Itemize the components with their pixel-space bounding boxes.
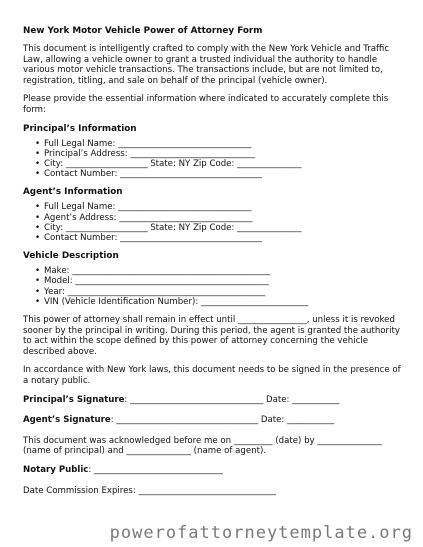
principal-city-field[interactable]: • City: ___________________ State: NY Zip Code: _______________ bbox=[35, 159, 403, 169]
vehicle-heading: Vehicle Description bbox=[23, 251, 119, 262]
intro-paragraph: This document is intelligently crafted to comply with the New York Vehicle and Traffic Law, allowing a vehicle owner to grant a trusted individual the authority to handle various motor vehicle transactions. The transactions include, but are not limited to, registration, titling, and sale on behalf of the principal (vehicle owner). bbox=[23, 44, 390, 86]
agent-signature-line[interactable]: : _________________________________ Date: ___________ bbox=[110, 415, 335, 426]
notary-public-line[interactable]: : ______________________________ bbox=[88, 464, 223, 475]
acknowledgment-paragraph: This document was acknowledged before me on _________ (date) by _______________ (name of principal) and _______________ (name of agent). bbox=[23, 435, 382, 457]
notary-requirement-paragraph: In accordance with New York laws, this document needs to be signed in the presence of a notary public. bbox=[23, 365, 401, 386]
principal-address-field[interactable]: • Principal’s Address: _____________________________ bbox=[35, 149, 403, 159]
agent-name-field[interactable]: • Full Legal Name: _______________________________ bbox=[35, 202, 403, 212]
principal-heading: Principal’s Information bbox=[23, 123, 137, 134]
vehicle-year-field[interactable]: • Year: ______________________________________________ bbox=[35, 287, 403, 297]
principal-signature-line[interactable]: : _______________________________ Date: ___________ bbox=[124, 394, 340, 405]
principal-list bbox=[23, 139, 403, 180]
agent-signature-label: Agent’s Signature bbox=[23, 415, 111, 426]
document-title: New York Motor Vehicle Power of Attorney Form bbox=[23, 26, 263, 36]
site-watermark: powerofattorneytemplate.org bbox=[109, 523, 413, 544]
principal-name-field[interactable]: • Full Legal Name: _______________________________ bbox=[35, 139, 403, 149]
notary-public-label: Notary Public bbox=[23, 464, 89, 475]
agent-city-field[interactable]: • City: ___________________ State: NY Zip Code: _______________ bbox=[35, 223, 403, 233]
vehicle-model-field[interactable]: • Model: _____________________________________________ bbox=[35, 276, 403, 286]
principal-signature-row[interactable] bbox=[23, 395, 403, 406]
agent-contact-field[interactable]: • Contact Number: _________________________________ bbox=[35, 233, 403, 243]
instruction-paragraph: Please provide the essential information where indicated to accurately complete this form: bbox=[23, 94, 389, 115]
agent-list bbox=[23, 202, 403, 243]
commission-expiry-row[interactable]: Date Commission Expires: ________________________________ bbox=[23, 485, 277, 496]
document-page bbox=[23, 26, 403, 506]
vehicle-vin-field[interactable]: • VIN (Vehicle Identification Number): _________________________ bbox=[35, 297, 403, 307]
principal-signature-label: Principal’s Signature bbox=[23, 394, 125, 405]
agent-heading: Agent’s Information bbox=[23, 187, 123, 198]
term-paragraph: This power of attorney shall remain in effect until ________________, unless it is revoked sooner by the principal in writing. During this period, the agent is granted the authority to act within the scope defined by this power of attorney concerning the vehicle described above. bbox=[23, 315, 400, 357]
vehicle-list bbox=[23, 266, 403, 307]
agent-signature-row[interactable] bbox=[23, 415, 403, 426]
principal-contact-field[interactable]: • Contact Number: _________________________________ bbox=[35, 169, 403, 179]
vehicle-make-field[interactable]: • Make: ______________________________________________ bbox=[35, 266, 403, 276]
agent-address-field[interactable]: • Agent’s Address: _______________________________ bbox=[35, 213, 403, 223]
notary-signature-row[interactable] bbox=[23, 465, 403, 476]
